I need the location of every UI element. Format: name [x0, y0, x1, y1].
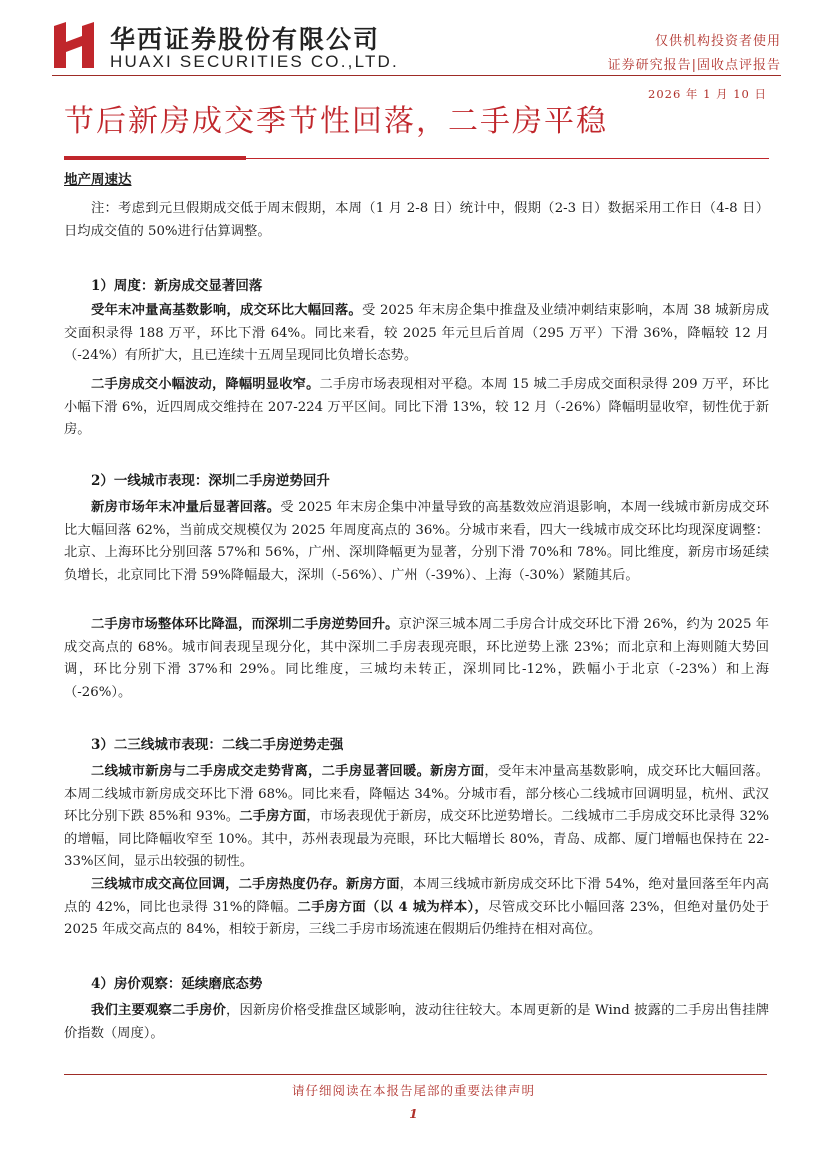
section-3-paragraph-1	[64, 761, 769, 874]
section-1-heading: 1）周度：新房成交显著回落	[91, 278, 263, 294]
s3-p1-body-1: ，受年末冲量高基数影响，成交环比大幅回落。本周二线城市新房成交环比下滑 68%。同比来看，降幅达 34%。分城市看，部分核心二线城市回调明显，杭州、武汉环比分别下跌 85%和 93%。	[64, 764, 770, 824]
note-paragraph: 注：考虑到元旦假期成交低于周末假期，本周（1 月 2-8 日）统计中，假期（2-3 日）数据采用工作日（4-8 日）日均成交值的 50%进行估算调整。	[64, 201, 769, 239]
section-2-paragraph-2	[64, 614, 769, 704]
s2-p1-lead: 新房市场年末冲量后显著回落。	[91, 500, 281, 515]
section-1-paragraph-2	[64, 374, 769, 442]
huaxi-logo-icon	[52, 22, 96, 68]
section-tag: 地产周速达	[64, 172, 132, 188]
section-2-paragraph-1	[64, 497, 769, 587]
company-name-en: HUAXI SECURITIES CO.,LTD.	[110, 52, 399, 71]
s1-p2-body: 二手房市场表现相对平稳。本周 15 城二手房成交面积录得 209 万平，环比小幅下滑 6%，近四周成交维持在 207-224 万平区间。同比下滑 13%，较 12 月（-26%）降幅明显收窄，韧性优于新房。	[64, 377, 769, 437]
s2-p2-lead: 二手房市场整体环比降温，而深圳二手房逆势回升。	[91, 617, 399, 632]
s1-p1-body: 受 2025 年末房企集中推盘及业绩冲刺结束影响，本周 38 城新房成交面积录得 188 万平，环比下滑 64%。同比来看，较 2025 年元旦后首周（295 万平）下滑 36%，降幅较 12 月（-24%）有所扩大，且已连续十五周呈现同比负增长态势。	[64, 303, 770, 363]
section-2-heading: 2）一线城市表现：深圳二手房逆势回升	[91, 473, 330, 489]
s1-p1-lead: 受年末冲量高基数影响，成交环比大幅回落。	[91, 303, 362, 318]
s3-p1-lead-2: 二手房方面	[239, 809, 307, 824]
report-type: 证券研究报告|固收点评报告	[607, 58, 781, 73]
footer-divider	[64, 1074, 767, 1075]
s3-p2-lead: 三线城市成交高位回调，二手房热度仍存。新房方面	[91, 877, 400, 892]
page-number: 1	[409, 1106, 418, 1121]
header-divider	[52, 75, 781, 76]
audience-note: 仅供机构投资者使用	[654, 34, 781, 49]
section-3-paragraph-2	[64, 874, 769, 942]
s3-p1-lead: 二线城市新房与二手房成交走势背离，二手房显著回暖。新房方面	[91, 764, 485, 779]
s2-p1-body: 受 2025 年末房企集中冲量导致的高基数效应消退影响，本周一线城市新房成交环比大幅回落 62%，当前成交规模仅为 2025 年周度高点的 36%。分城市来看，四大一线城市成交环比均现深度调整：北京、上海环比分别回落 57%和 56%，广州、深圳降幅更为显著，分别下滑 70%和 78%。同比维度，新房市场延续负增长，北京同比下滑 59%降幅最大，深圳（-56%）、广州（-39%）、上海（-30%）紧随其后。	[64, 500, 770, 583]
section-3-heading: 3）二三线城市表现：二线二手房逆势走强	[91, 737, 344, 753]
s2-p2-body: 京沪深三城本周二手房合计成交环比下滑 26%，约为 2025 年成交高点的 68%。城市间表现呈现分化，其中深圳二手房表现亮眼，环比逆势上涨 23%；而北京和上海则随大势回调，环比分别下滑 37%和 29%。同比维度，三城均未转正，深圳同比-12%，跌幅小于北京（-23%）和上海（-26%）。	[64, 617, 770, 700]
s3-p1-body-2: ，市场表现优于新房，成交环比逆势增长。二线城市二手房成交环比录得 32%的增幅，同比降幅收窄至 10%。其中，苏州表现最为亮眼，环比大幅增长 80%，青岛、成都、厦门增幅也保持在 22-33%区间，显示出较强的韧性。	[64, 809, 770, 869]
s4-p1-lead: 我们主要观察二手房价	[91, 1003, 227, 1018]
s3-p2-body-2: 尽管成交环比小幅回落 23%，但绝对量仍处于 2025 年成交高点的 84%，相较于新房，三线二手房市场流速在假期后仍维持在相对高位。	[64, 899, 769, 937]
s1-p2-lead: 二手房成交小幅波动，降幅明显收窄。	[91, 377, 320, 392]
section-4-paragraph-1	[64, 1000, 769, 1045]
section-1-paragraph-1	[64, 300, 769, 368]
s3-p2-body-1: ，本周三线城市新房成交环比下滑 54%，绝对量回落至年内高点的 42%，同比也录得 31%的降幅。	[64, 877, 770, 915]
s4-p1-body: ，因新房价格受推盘区域影响，波动往往较大。本周更新的是 Wind 披露的二手房出售挂牌价指数（周度）。	[64, 1003, 770, 1041]
company-name-cn: 华西证券股份有限公司	[110, 25, 381, 54]
title-underline-accent	[64, 156, 246, 160]
title-underline	[246, 158, 769, 159]
legal-disclaimer-note: 请仔细阅读在本报告尾部的重要法律声明	[291, 1083, 535, 1098]
section-4-heading: 4）房价观察：延续磨底态势	[91, 976, 263, 992]
report-date: 2026 年 1 月 10 日	[648, 87, 767, 101]
s3-p2-lead-2: 二手房方面（以 4 城为样本），	[297, 899, 489, 915]
report-title: 节后新房成交季节性回落，二手房平稳	[64, 104, 608, 139]
